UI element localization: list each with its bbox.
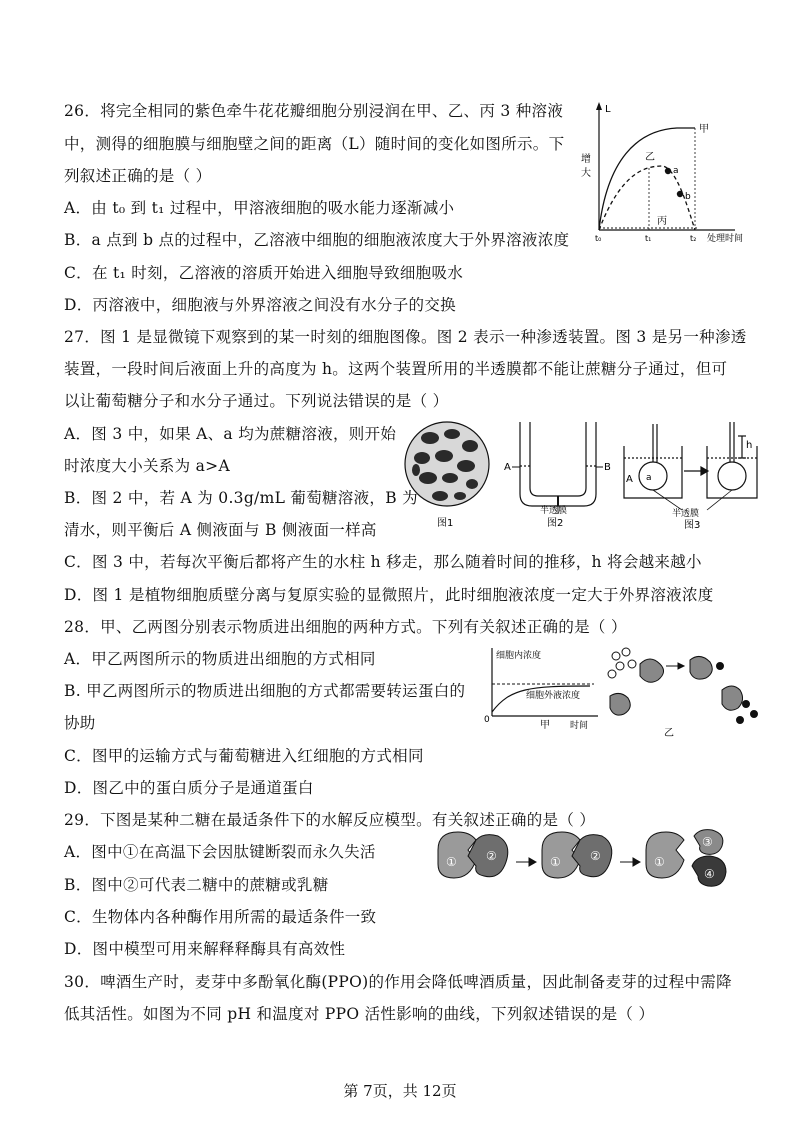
- q26-stem-line1: 26．将完全相同的紫色牵牛花花瓣细胞分别浸润在甲、乙、丙 3 种溶液: [64, 102, 564, 120]
- q29-label-4: ④: [704, 867, 715, 881]
- q27-caption-fig2: 图2: [547, 518, 564, 529]
- q26-x-axis-label: 处理时间: [707, 234, 744, 242]
- q27-option-b-line1: B．图 2 中，若 A 为 0.3g/mL 葡萄糖溶液，B 为: [64, 489, 418, 507]
- q29-option-b: B．图中②可代表二糖中的蔗糖或乳糖: [64, 876, 329, 894]
- q28-option-b-line2: 协助: [64, 714, 96, 732]
- q27-fig2-membrane: 半透膜: [540, 506, 568, 516]
- q26-stem-line2: 中，测得的细胞膜与细胞壁之间的距离（L）随时间的变化如图所示。下: [64, 135, 565, 153]
- q26-option-d: D．丙溶液中，细胞液与外界溶液之间没有水分子的交换: [64, 296, 456, 314]
- q26-curve-jia: 甲: [699, 124, 709, 135]
- q26-option-a: A．由 t₀ 到 t₁ 过程中，甲溶液细胞的吸水能力逐渐减小: [64, 199, 455, 217]
- q27-fig3-label-h: h: [746, 440, 753, 451]
- q27-fig3-membrane: 半透膜: [672, 509, 700, 519]
- q27-option-a-line2: 时浓度大小关系为 a>A: [64, 457, 230, 475]
- q26-curve-bing: 丙: [657, 216, 667, 227]
- q27-fig2-u-tube: [520, 422, 596, 506]
- q29-label-3: ③: [702, 835, 713, 849]
- svg-text:a: a: [673, 166, 679, 176]
- q27-caption-fig3: 图3: [684, 520, 701, 531]
- q28-figures: [470, 644, 770, 740]
- q29-label-1b: ①: [550, 855, 561, 869]
- q27-fig1-micrograph: [405, 422, 489, 506]
- q27-stem-line2: 装置，一段时间后液面上升的高度为 h。这两个装置所用的半透膜都不能让蔗糖分子通过，但可: [64, 360, 728, 378]
- q27-fig3-label-a-small: a: [646, 473, 652, 483]
- q28-carrier-illustration: [608, 648, 758, 724]
- q26-tick-t2: t₂: [690, 234, 697, 242]
- q26-point-a: [665, 168, 671, 174]
- q29-label-1a: ①: [446, 855, 457, 869]
- q28-outside-label: 细胞外液浓度: [526, 691, 581, 701]
- q29-option-d: D．图中模型可用来解释释酶具有高效性: [64, 940, 346, 958]
- q29-option-c: C．生物体内各种酶作用所需的最适条件一致: [64, 908, 377, 926]
- q29-label-2b: ②: [590, 849, 601, 863]
- q26-y-desc-2: 大: [581, 168, 591, 179]
- q28-option-d: D．图乙中的蛋白质分子是通道蛋白: [64, 779, 314, 797]
- q29-option-a: A．图中①在高温下会因肽键断裂而永久失活: [64, 843, 376, 861]
- q28-inside-label: 细胞内浓度: [496, 651, 542, 661]
- q26-tick-t0: t₀: [595, 234, 602, 242]
- q26-curve-yi: 乙: [645, 152, 655, 163]
- q29-label-1c: ①: [654, 855, 665, 869]
- q30-stem-line1: 30．啤酒生产时，麦芽中多酚氧化酶(PPO)的作用会降低啤酒质量，因此制备麦芽的过程中需降: [64, 973, 732, 991]
- q28-caption-yi: 乙: [664, 728, 674, 739]
- q29-label-2a: ②: [486, 849, 497, 863]
- q26-option-b: B．a 点到 b 点的过程中，乙溶液中细胞的细胞液浓度大于外界溶液浓度: [64, 231, 570, 249]
- page-footer: 第 7页，共 12页: [343, 1082, 457, 1100]
- q28-option-a: A．甲乙两图所示的物质进出细胞的方式相同: [64, 650, 376, 668]
- q27-fig3-beakers: [624, 422, 757, 498]
- q26-option-c: C．在 t₁ 时刻，乙溶液的溶质开始进入细胞导致细胞吸水: [64, 264, 464, 282]
- q28-x-label: 时间: [570, 721, 589, 731]
- q27-stem-line1: 27．图 1 是显微镜下观察到的某一时刻的细胞图像。图 2 表示一种渗透装置。图 3 是另一种渗透: [64, 328, 747, 346]
- q28-option-b-line1: B. 甲乙两图所示的物质进出细胞的方式都需要转运蛋白的: [64, 682, 466, 700]
- q27-fig2-label-b: B: [604, 462, 611, 473]
- svg-text:b: b: [685, 192, 691, 202]
- q27-option-a-line1: A．图 3 中，如果 A、a 均为蔗糖溶液，则开始: [64, 425, 397, 443]
- q26-y-desc-1: 增: [581, 154, 591, 165]
- q27-figures: [402, 416, 762, 536]
- q26-graph: [577, 100, 757, 242]
- q27-option-c: C．图 3 中，若每次平衡后都将产生的水柱 h 移走，那么随着时间的推移，h 将会越来越小: [64, 553, 702, 571]
- q27-fig2-label-a: A: [504, 462, 511, 473]
- q26-point-b: [677, 191, 683, 197]
- q29-enzyme-model: [432, 826, 752, 900]
- q26-y-axis-label: L: [605, 104, 611, 115]
- q29-stem: 29．下图是某种二糖在最适条件下的水解反应模型。有关叙述正确的是（ ）: [64, 811, 596, 829]
- q28-option-c: C．图甲的运输方式与葡萄糖进入红细胞的方式相同: [64, 747, 424, 765]
- q26-stem-line3: 列叙述正确的是（ ）: [64, 167, 212, 185]
- q26-tick-t1: t₁: [645, 234, 652, 242]
- q27-fig3-label-a: A: [626, 474, 633, 485]
- q27-option-b-line2: 清水，则平衡后 A 侧液面与 B 侧液面一样高: [64, 521, 377, 539]
- q27-caption-fig1: 图1: [437, 518, 454, 529]
- q28-stem: 28．甲、乙两图分别表示物质进出细胞的两种方式。下列有关叙述正确的是（ ）: [64, 618, 627, 636]
- q27-stem-line3: 以让葡萄糖分子和水分子通过。下列说法错误的是（ ）: [64, 392, 449, 410]
- q28-origin: 0: [484, 715, 490, 725]
- q27-option-d: D．图 1 是植物细胞质壁分离与复原实验的显微照片，此时细胞液浓度一定大于外界溶液浓度: [64, 586, 714, 604]
- q28-caption-jia: 甲: [540, 720, 550, 731]
- q30-stem-line2: 低其活性。如图为不同 pH 和温度对 PPO 活性影响的曲线，下列叙述错误的是（ ）: [64, 1005, 655, 1023]
